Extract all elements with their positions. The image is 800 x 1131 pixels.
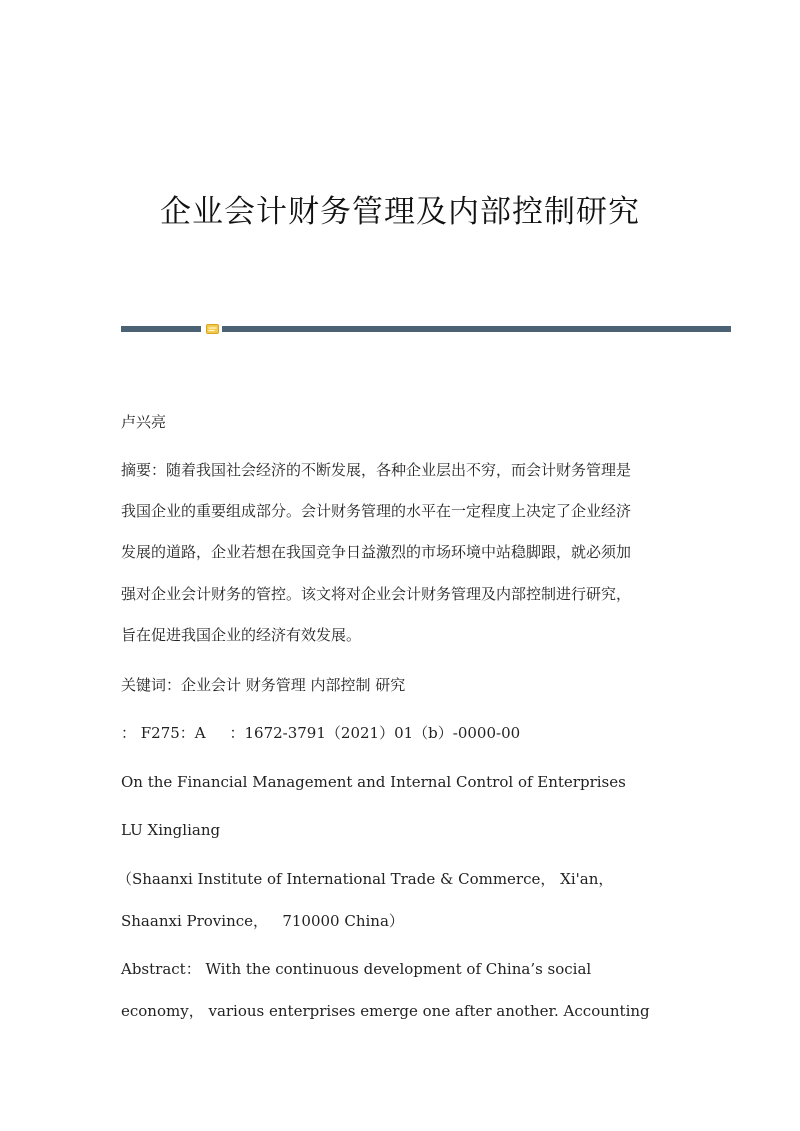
abstract-cn-line: 我国企业的重要组成部分。会计财务管理的水平在一定程度上决定了企业经济 bbox=[121, 502, 632, 520]
keywords: 关键词：企业会计 财务管理 内部控制 研究 bbox=[121, 676, 406, 694]
affiliation-line: （Shaanxi Institute of International Trade & Commerce， Xi'an， bbox=[117, 870, 614, 888]
affiliation-line: Shaanxi Province， 710000 China） bbox=[121, 912, 404, 930]
tag-icon bbox=[206, 324, 219, 334]
page-title: 企业会计财务管理及内部控制研究 bbox=[160, 194, 640, 230]
english-title: On the Financial Management and Internal Control of Enterprises bbox=[121, 773, 626, 791]
abstract-cn-line: 旨在促进我国企业的经济有效发展。 bbox=[121, 626, 362, 644]
abstract-en-line: economy， various enterprises emerge one after another. Accounting bbox=[121, 1002, 650, 1020]
divider-bar-left bbox=[121, 326, 201, 332]
english-author: LU Xingliang bbox=[121, 821, 221, 839]
classification-info: ： F275：A ：1672-3791（2021）01（b）-0000-00 bbox=[121, 724, 521, 742]
author-name: 卢兴亮 bbox=[121, 413, 167, 431]
abstract-en-line: Abstract： With the continuous development of China’s social bbox=[121, 960, 592, 978]
abstract-cn-line: 摘要：随着我国社会经济的不断发展，各种企业层出不穷，而会计财务管理是 bbox=[121, 461, 632, 479]
abstract-cn-line: 发展的道路，企业若想在我国竞争日益激烈的市场环境中站稳脚跟，就必须加 bbox=[121, 543, 632, 561]
abstract-cn-line: 强对企业会计财务的管控。该文将对企业会计财务管理及内部控制进行研究， bbox=[121, 585, 632, 603]
divider-bar-right bbox=[222, 326, 731, 332]
title-divider bbox=[121, 325, 731, 333]
